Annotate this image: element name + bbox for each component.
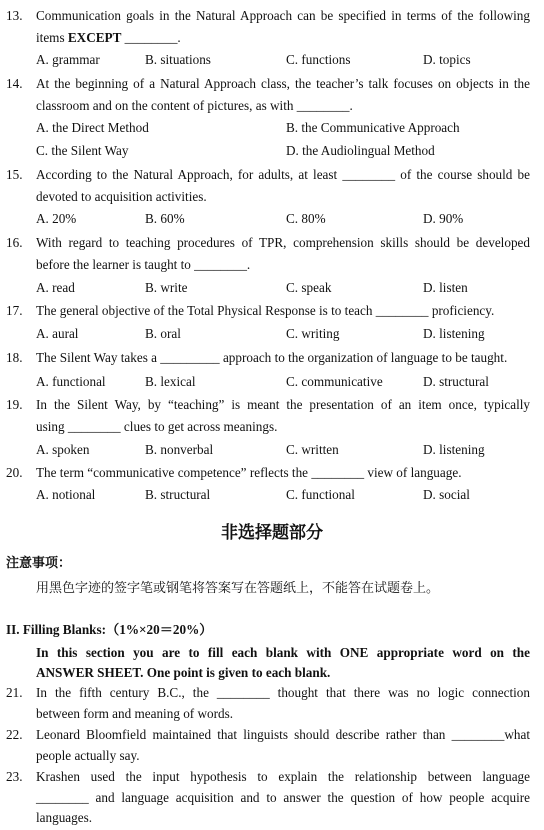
option-a: A. aural [36, 326, 79, 341]
question-number: 20. [6, 465, 23, 480]
question-number: 16. [6, 235, 23, 250]
option-d: D. topics [423, 52, 471, 67]
option-c: C. writing [286, 326, 340, 341]
option-d: D. 90% [423, 211, 464, 226]
question-text: languages. [36, 810, 93, 825]
part-title: II. Filling Blanks:（1%×20＝20%） [6, 622, 213, 637]
option-a: A. spoken [36, 442, 90, 457]
option-c: C. the Silent Way [36, 143, 129, 158]
option-d: D. the Audiolingual Method [286, 143, 435, 158]
question-text: Krashen used the input hypothesis to explain the relationship between language [36, 769, 530, 784]
notice-text: 用黑色字迹的签字笔或钢笔将答案写在答题纸上，不能答在试题卷上。 [36, 581, 440, 596]
question-number: 18. [6, 350, 23, 365]
option-c: C. functions [286, 52, 351, 67]
part-instructions: ANSWER SHEET. One point is given to each blank. [36, 665, 331, 680]
question-number: 21. [6, 685, 23, 700]
part-instructions: In this section you are to fill each blank with ONE appropriate word on the [36, 645, 530, 660]
question-text: According to the Natural Approach, for adults, at least ________ of the course should be [36, 167, 530, 182]
option-a: A. the Direct Method [36, 120, 149, 135]
option-b: B. oral [145, 326, 181, 341]
question-text: ________ and language acquisition and to answer the question of how people acquire [36, 790, 530, 805]
question-text: In the Silent Way, by “teaching” is meant the presentation of an item once, typically [36, 397, 530, 412]
option-b: B. 60% [145, 211, 185, 226]
section-heading: 非选择题部分 [221, 523, 323, 543]
question-text: people actually say. [36, 748, 140, 763]
option-c: C. functional [286, 487, 355, 502]
option-d: D. listen [423, 280, 468, 295]
option-b: B. structural [145, 487, 211, 502]
option-d: D. listening [423, 326, 485, 341]
option-c: C. speak [286, 280, 332, 295]
option-b: B. nonverbal [145, 442, 214, 457]
question-text: The term “communicative competence” reflects the ________ view of language. [36, 465, 462, 480]
question-number: 19. [6, 397, 23, 412]
question-number: 22. [6, 727, 23, 742]
option-b: B. write [145, 280, 188, 295]
question-text: items EXCEPT ________. [36, 30, 181, 45]
question-text: using ________ clues to get across meanings. [36, 419, 278, 434]
question-text: between form and meaning of words. [36, 706, 234, 721]
option-a: A. notional [36, 487, 96, 502]
option-c: C. communicative [286, 374, 383, 389]
option-a: A. grammar [36, 52, 100, 67]
question-text: The Silent Way takes a _________ approach to the organization of language to be taught. [36, 350, 508, 365]
option-b: B. the Communicative Approach [286, 120, 460, 135]
question-number: 17. [6, 303, 23, 318]
question-text: With regard to teaching procedures of TPR, comprehension skills should be developed [36, 235, 530, 250]
question-text: Leonard Bloomfield maintained that linguists should describe rather than ________what [36, 727, 530, 742]
option-d: D. social [423, 487, 470, 502]
option-b: B. lexical [145, 374, 196, 389]
notice-title: 注意事项： [6, 556, 72, 571]
option-c: C. 80% [286, 211, 326, 226]
option-b: B. situations [145, 52, 211, 67]
option-a: A. read [36, 280, 75, 295]
question-text: At the beginning of a Natural Approach class, the teacher’s talk focuses on objects in the [36, 76, 530, 91]
option-a: A. functional [36, 374, 106, 389]
option-a: A. 20% [36, 211, 77, 226]
question-text: classroom and on the content of pictures, as with ________. [36, 98, 353, 113]
question-text: before the learner is taught to ________. [36, 257, 251, 272]
question-text: The general objective of the Total Physical Response is to teach ________ proficiency. [36, 303, 495, 318]
option-d: D. structural [423, 374, 489, 389]
option-d: D. listening [423, 442, 485, 457]
question-number: 14. [6, 76, 23, 91]
question-number: 15. [6, 167, 23, 182]
question-number: 13. [6, 8, 23, 23]
question-text: In the fifth century B.C., the ________ thought that there was no logic connection [36, 685, 530, 700]
question-text: devoted to acquisition activities. [36, 189, 207, 204]
question-text: Communication goals in the Natural Approach can be specified in terms of the following [36, 8, 530, 23]
option-c: C. written [286, 442, 339, 457]
question-number: 23. [6, 769, 23, 784]
